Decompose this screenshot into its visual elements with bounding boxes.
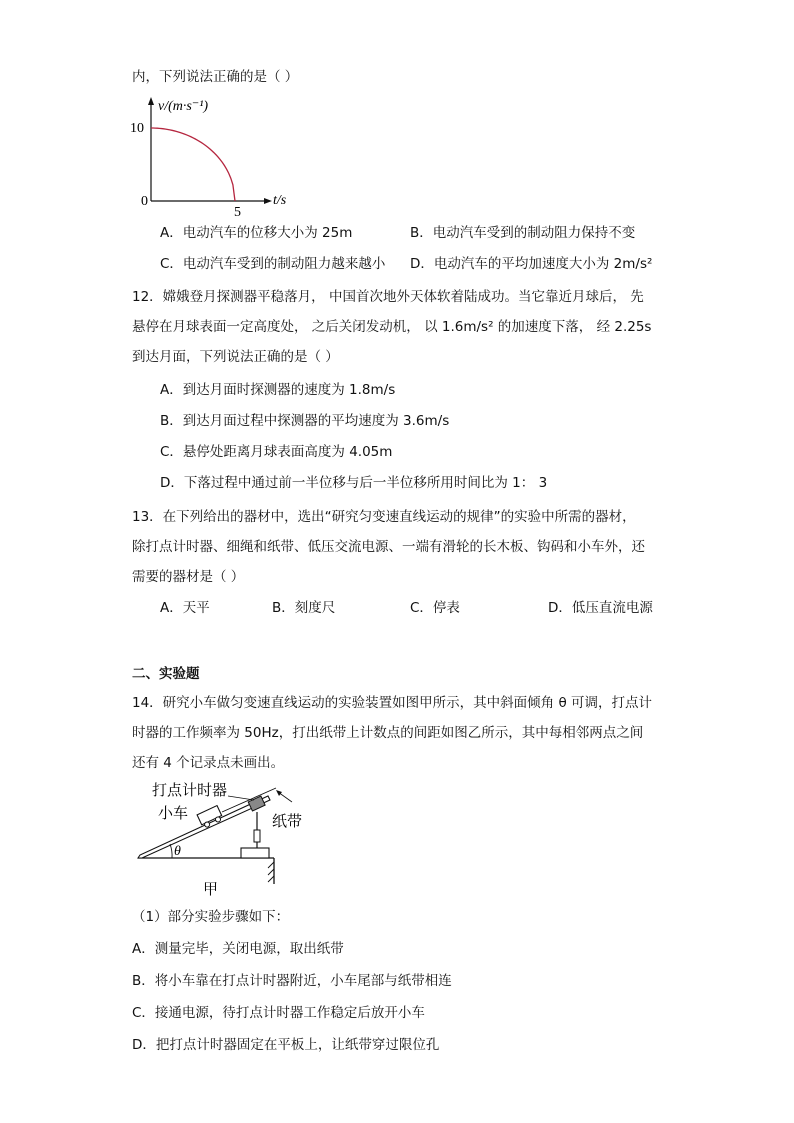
timer-pointer xyxy=(228,796,254,800)
q13-option-d: D．低压直流电源 xyxy=(548,600,653,616)
q11-option-a: A．电动汽车的位移大小为 25m xyxy=(160,225,353,241)
q11-vt-graph xyxy=(120,92,290,218)
q13-option-b: B．刻度尺 xyxy=(272,600,336,616)
angle-label: θ xyxy=(174,844,181,859)
t-axis-arrow xyxy=(264,198,272,204)
q12-option-d: D．下落过程中通过前一半位移与后一半位移所用时间比为 1： 3 xyxy=(160,475,548,491)
q12-option-a: A．到达月面时探测器的速度为 1.8m/s xyxy=(160,382,396,398)
x-tick-5: 5 xyxy=(234,205,241,220)
q14-line-2: 时器的工作频率为 50Hz，打出纸带上计数点的间距如图乙所示，其中每相邻两点之间 xyxy=(132,725,644,741)
q14-steps-title: （1）部分实验步骤如下： xyxy=(132,909,290,925)
q14-step-a: A．测量完毕，关闭电源，取出纸带 xyxy=(132,941,344,957)
table-hatch xyxy=(268,862,274,882)
q13-line-2: 除打点计时器、细绳和纸带、低压交流电源、一端有滑轮的长木板、钩码和小车外，还 xyxy=(132,539,645,555)
q14-step-d: D．把打点计时器固定在平板上，让纸带穿过限位孔 xyxy=(132,1037,440,1053)
y-tick-10: 10 xyxy=(130,121,144,136)
q11-option-d: D．电动汽车的平均加速度大小为 2m/s² xyxy=(410,256,653,272)
q13-option-c: C．停表 xyxy=(410,600,460,616)
figure-caption: 甲 xyxy=(203,882,219,898)
q14-step-c: C．接通电源，待打点计时器工作稳定后放开小车 xyxy=(132,1005,425,1021)
q14-line-1: 14．研究小车做匀变速直线运动的实验装置如图甲所示，其中斜面倾角 θ 可调，打点计 xyxy=(132,695,653,711)
q13-option-a: A．天平 xyxy=(160,600,210,616)
q13-line-1: 13．在下列给出的器材中，选出“研究匀变速直线运动的规律”的实验中所需的器材， xyxy=(132,509,636,525)
t-axis-label: t/s xyxy=(273,193,287,208)
cart-label: 小车 xyxy=(158,806,189,822)
q14-step-b: B．将小车靠在打点计时器附近，小车尾部与纸带相连 xyxy=(132,973,452,989)
origin-label: 0 xyxy=(141,194,148,209)
q11-option-b: B．电动汽车受到的制动阻力保持不变 xyxy=(410,225,636,241)
q14-line-3: 还有 4 个记录点未画出。 xyxy=(132,755,285,771)
v-axis-label: v/(m·s⁻¹) xyxy=(158,99,209,114)
tape-label: 纸带 xyxy=(272,814,303,830)
stand-base xyxy=(241,848,269,858)
vt-curve xyxy=(151,128,235,201)
q12-line-1: 12．嫦娥登月探测器平稳落月， 中国首次地外天体软着陆成功。当它靠近月球后， 先 xyxy=(132,289,644,305)
stand-clamp xyxy=(254,830,260,842)
q13-line-3: 需要的器材是（ ） xyxy=(132,569,245,585)
q11-stem: 内，下列说法正确的是（ ） xyxy=(132,69,299,85)
q12-line-3: 到达月面，下列说法正确的是（ ） xyxy=(132,349,339,365)
q11-option-c: C．电动汽车受到的制动阻力越来越小 xyxy=(160,256,386,272)
timer-label: 打点计时器 xyxy=(152,783,228,799)
apparatus-figure xyxy=(130,778,320,902)
section-heading: 二、实验题 xyxy=(132,666,200,682)
angle-arc xyxy=(170,844,172,858)
v-axis-arrow xyxy=(148,97,154,105)
q12-line-2: 悬停在月球表面一定高度处， 之后关闭发动机， 以 1.6m/s² 的加速度下落， 经 2.25s xyxy=(132,319,652,335)
q12-option-b: B．到达月面过程中探测器的平均速度为 3.6m/s xyxy=(160,413,450,429)
q12-option-c: C．悬停处距离月球表面高度为 4.05m xyxy=(160,444,393,460)
